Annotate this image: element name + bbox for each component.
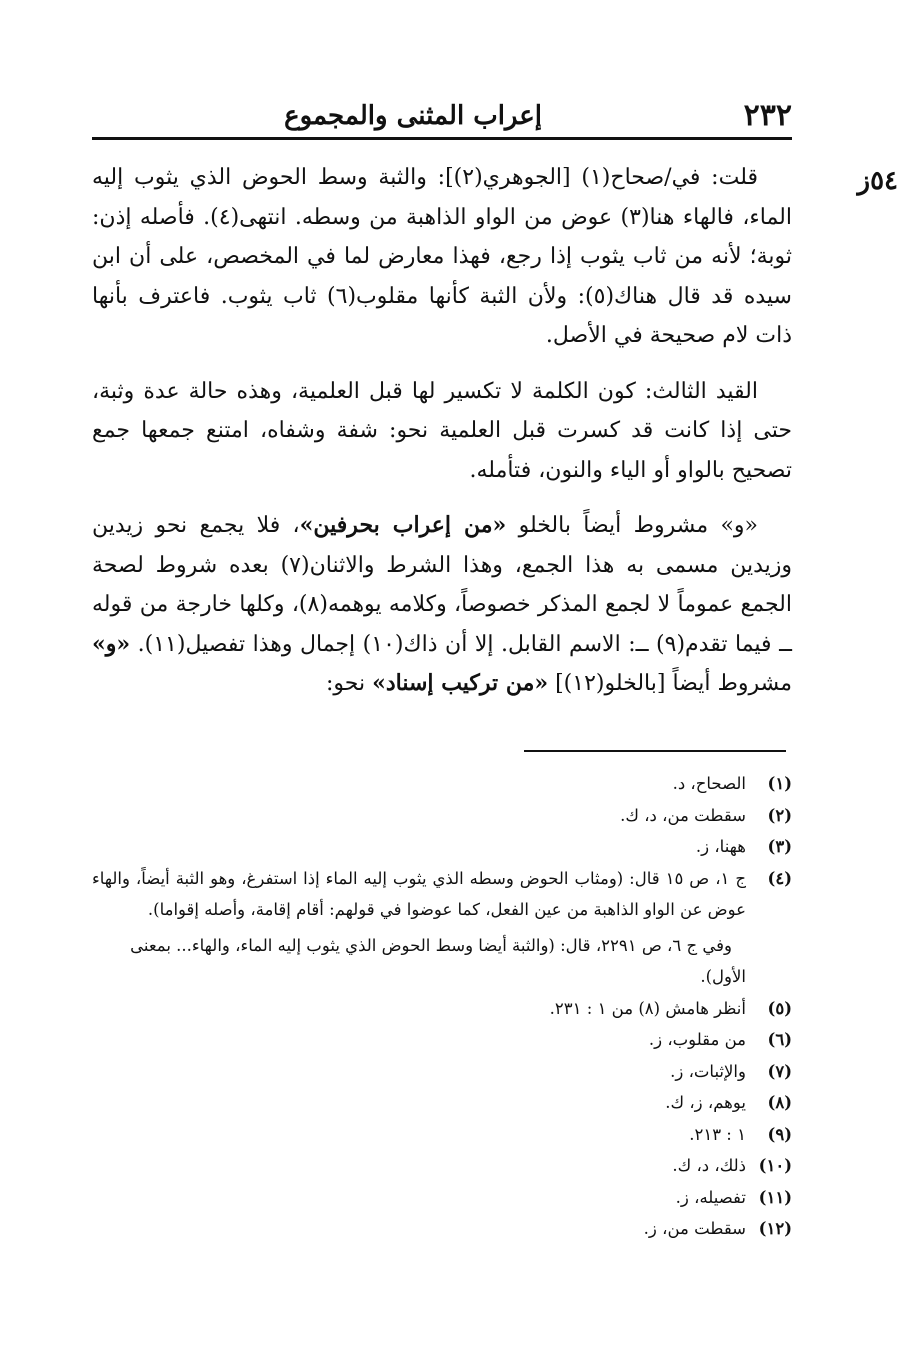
footnote [92, 863, 792, 926]
footnote-number: (١٠) [758, 1156, 792, 1175]
footnote-text: يوهم، ز، ك. [665, 1093, 746, 1112]
footnote-text: سقطت من، د، ك. [620, 805, 746, 825]
footnote-continuation: وفي ج ٦، ص ٢٢٩١، قال: (والثبة أيضا وسط الحوض الذي يثوب إليه الماء، والهاء... بمعنى الأول). [130, 935, 746, 986]
footnote-text: ج ١، ص ١٥ قال: (ومثاب الحوض وسطه الذي يثوب إليه الماء إذا استفرغ، وهو الثبة أيضاً، والهاء عوض عن الواو الذاهبة من عين الفعل، كما عوضوا في قولهم: أقام إقامة، وأصله إقواما). [92, 868, 747, 919]
footnote-number: (١٢) [758, 1219, 792, 1238]
para3-text-3: مشروط أيضاً [بالخلو(١٢)] [548, 671, 792, 696]
footnote [92, 1182, 792, 1214]
margin-reference: ٥٤ز [857, 166, 898, 196]
footnote [92, 993, 792, 1025]
footnote [92, 1119, 792, 1151]
footnote [92, 768, 792, 800]
paragraph-3 [92, 506, 792, 704]
footnote-number: (١١) [758, 1187, 792, 1207]
footnote-separator [524, 750, 786, 752]
footnote-number: (٦) [767, 1030, 792, 1049]
para3-bold-2: «و» [92, 630, 131, 657]
page-number: ٢٣٢ [743, 98, 792, 133]
footnote-number: (٧) [767, 1061, 792, 1081]
footnote [92, 800, 792, 832]
footnote [92, 1150, 792, 1182]
paragraph-2: القيد الثالث: كون الكلمة لا تكسير لها قبل العلمية، وهذه حالة عدة وثبة، حتى إذا كانت قد كسرت قبل العلمية نحو: شفة وشفاه، امتنع جمعها جمع تصحيح بالواو أو الياء والنون، فتأمله. [92, 378, 792, 483]
footnote-text: الصحاح، د. [672, 774, 746, 793]
footnote [92, 1056, 792, 1088]
para3-bold-3: «من تركيب إسناد» [372, 670, 549, 696]
header-rule [92, 137, 792, 140]
footnote-number: (٥) [767, 998, 792, 1018]
footnote-number: (٣) [767, 837, 792, 856]
footnote-text: تفصيله، ز. [675, 1187, 746, 1207]
footnote-number: (٢) [767, 805, 792, 825]
footnote [92, 831, 792, 863]
footnotes [92, 768, 792, 1245]
footnote-text: سقطت من، ز. [643, 1219, 746, 1238]
para3-bold-1: «من إعراب بحرفين» [299, 512, 507, 538]
para3-text-4: نحو: [325, 671, 373, 696]
footnote-number: (٩) [767, 1124, 792, 1144]
footnote-text: أنظر هامش (٨) من ١ : ٢٣١. [549, 998, 746, 1018]
footnote-text: ١ : ٢١٣. [689, 1124, 746, 1144]
running-title: إعراب المثنى والمجموع [284, 101, 542, 131]
footnote-number: (٨) [767, 1093, 792, 1112]
footnote [92, 1087, 792, 1119]
footnote-text: والإثبات، ز. [670, 1061, 746, 1081]
footnote-number: (٤) [767, 868, 792, 888]
page-header [92, 96, 792, 136]
para3-text-1: «و» مشروط أيضاً بالخلو [506, 513, 759, 538]
footnote-text: من مقلوب، ز. [648, 1030, 746, 1049]
footnote-text: ذلك، د، ك. [672, 1156, 746, 1175]
footnote [92, 1213, 792, 1245]
main-text [92, 158, 792, 704]
footnote [92, 1024, 792, 1056]
paragraph-1: قلت: في/صحاح(١) [الجوهري(٢)]: والثبة وسط الحوض الذي يثوب إليه الماء، فالهاء هنا(٣) عوض من الواو الذاهبة من وسطه. انتهى(٤). فأصله إذن: ثوبة؛ لأنه من ثاب يثوب إذا رجع، فهذا معارض لما في المخصص، على أن ابن سيده قد قال هناك(٥): ولأن الثبة كأنها مقلوب(٦) ثاب يثوب. فاعترف بأنها ذات لام صحيحة في الأصل. [92, 165, 792, 348]
footnote-text: ههنا، ز. [695, 837, 746, 856]
footnote-number: (١) [767, 774, 792, 793]
para3-text-2: ، فلا يجمع نحو زيدين وزيدين مسمى به هذا الجمع، وهذا الشرط والاثنان(٧) بعده شروط لصحة الجمع عموماً لا لجمع المذكر خصوصاً، وكلامه يوهمه(٨)، وكلها خارجة من قوله ــ فيما تقدم(٩) ــ: الاسم القابل. إلا أن ذاك(١٠) إجمال وهذا تفصيل(١١). [92, 513, 793, 657]
